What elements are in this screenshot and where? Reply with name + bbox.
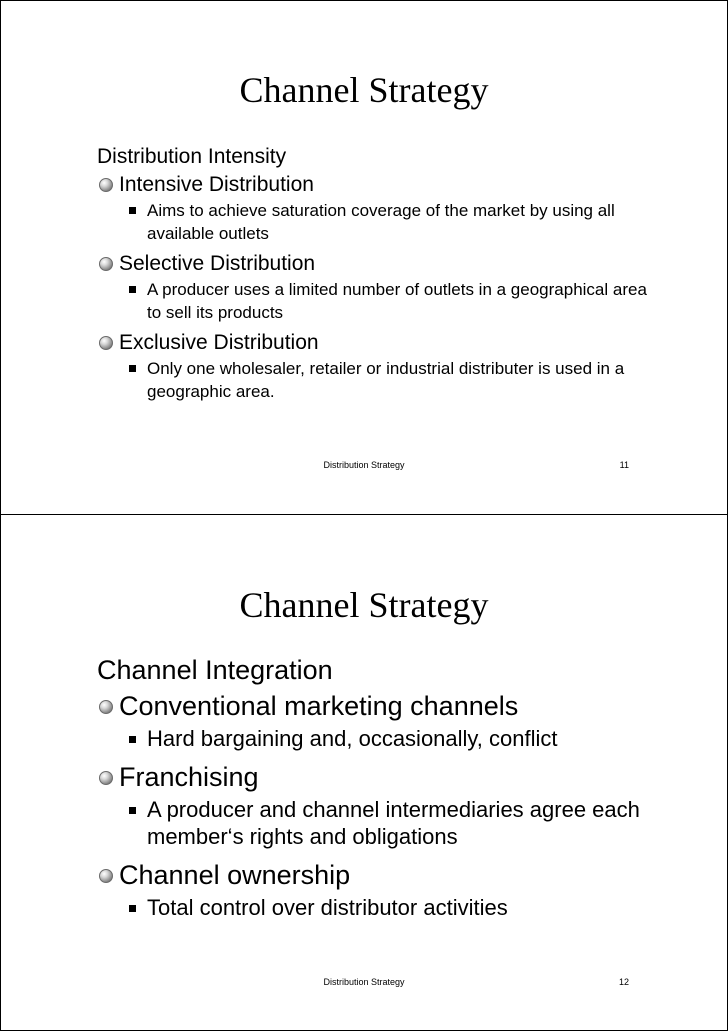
bullet-label: Intensive Distribution — [119, 173, 314, 196]
sphere-bullet-icon — [99, 336, 113, 350]
slide-11 — [0, 0, 728, 514]
bullet-item — [97, 856, 657, 894]
sub-bullet-item — [97, 725, 657, 752]
slide-footer: Distribution Strategy — [323, 977, 405, 987]
sub-bullet-item — [97, 357, 657, 403]
slide-footer: Distribution Strategy — [323, 460, 405, 470]
bullet-label: Conventional marketing channels — [119, 691, 519, 721]
sphere-bullet-icon — [99, 771, 113, 785]
sub-bullet-item — [97, 199, 657, 245]
bullet-item — [97, 328, 657, 357]
bullet-item — [97, 170, 657, 199]
square-bullet-icon — [129, 365, 136, 372]
square-bullet-icon — [129, 207, 136, 214]
square-bullet-icon — [129, 736, 136, 743]
sub-bullet-text: A producer and channel intermediaries agree each member‘s rights and obligations — [147, 797, 640, 849]
sub-bullet-text: Hard bargaining and, occasionally, conflict — [147, 726, 558, 751]
sub-bullet-item — [97, 278, 657, 324]
sphere-bullet-icon — [99, 257, 113, 271]
bullet-item — [97, 687, 657, 725]
sphere-bullet-icon — [99, 700, 113, 714]
slide-content — [97, 653, 657, 927]
sphere-bullet-icon — [99, 869, 113, 883]
sub-bullet-text: Total control over distributor activities — [147, 895, 508, 920]
page-number: 11 — [619, 460, 629, 470]
section-heading: Channel Integration — [97, 655, 333, 685]
slide-content — [97, 143, 657, 407]
bullet-label: Selective Distribution — [119, 252, 316, 275]
slide-title: Channel Strategy — [239, 585, 489, 625]
bullet-label: Franchising — [119, 762, 259, 792]
square-bullet-icon — [129, 905, 136, 912]
page-number: 12 — [618, 977, 629, 987]
square-bullet-icon — [129, 286, 136, 293]
sphere-bullet-icon — [99, 178, 113, 192]
sub-bullet-text: Aims to achieve saturation coverage of the market by using all available outlets — [147, 201, 615, 243]
bullet-label: Channel ownership — [119, 860, 351, 890]
bullet-item — [97, 758, 657, 796]
bullet-label: Exclusive Distribution — [119, 331, 319, 354]
sub-bullet-item — [97, 796, 657, 850]
slide-title: Channel Strategy — [239, 70, 489, 110]
section-heading: Distribution Intensity — [97, 145, 287, 168]
sub-bullet-text: A producer uses a limited number of outlets in a geographical area to sell its products — [147, 280, 647, 322]
square-bullet-icon — [129, 807, 136, 814]
bullet-item — [97, 249, 657, 278]
sub-bullet-text: Only one wholesaler, retailer or industrial distributer is used in a geographic area. — [147, 359, 625, 401]
sub-bullet-item — [97, 894, 657, 921]
slide-12 — [0, 515, 728, 1030]
